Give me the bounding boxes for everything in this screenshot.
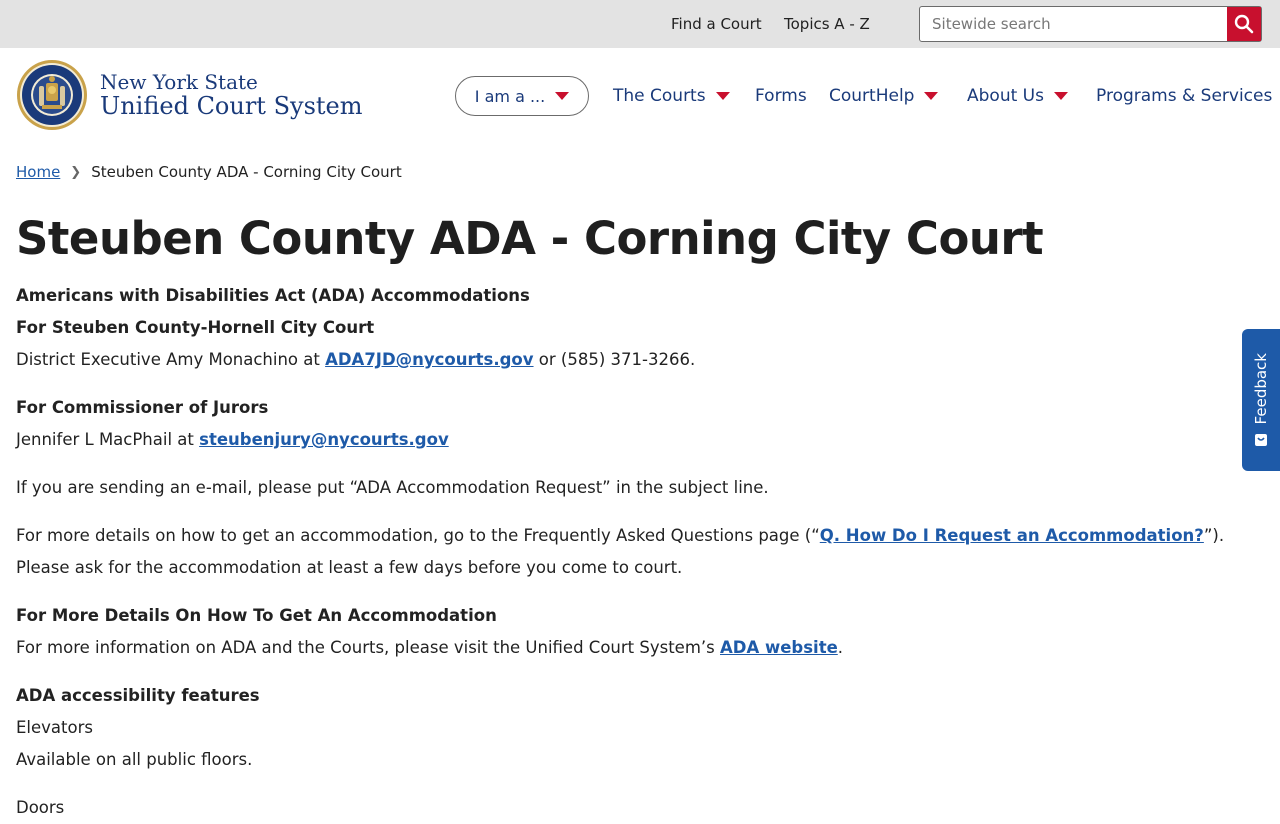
steubenjury-email-link[interactable]: steubenjury@nycourts.gov [199,430,449,449]
topics-a-z-link[interactable]: Topics A - Z [784,15,870,33]
district-executive-line [16,344,1264,376]
i-am-a-label: I am a ... [474,86,546,106]
nav-forms[interactable] [755,86,807,106]
faq-paragraph [16,520,1264,584]
logo-system-name: Unified Court System [100,92,363,120]
elevators-label: Elevators [16,718,93,737]
feedback-tab[interactable] [1242,329,1280,471]
nav-the-courts-label: The Courts [613,86,706,106]
page-title: Steuben County ADA - Corning City Court [16,212,1044,265]
i-am-a-dropdown[interactable] [455,76,589,116]
ada7jd-email-link[interactable]: ADA7JD@nycourts.gov [325,350,534,369]
jurors-line [16,424,1264,456]
main-content [16,280,1264,824]
next-heading: Doors [16,798,65,817]
ada-website-link[interactable]: ADA website [720,638,838,657]
utility-bar [0,0,1280,48]
search-input[interactable] [920,7,1228,41]
breadcrumb [16,163,402,181]
heading-jurors: For Commissioner of Jurors [16,398,269,417]
chevron-down-icon [716,92,730,100]
district-executive-phone: or (585) 371-3266. [533,350,696,369]
logo-state-name: New York State [100,70,258,94]
state-seal-icon [16,59,88,131]
breadcrumb-home-link[interactable]: Home [16,163,61,181]
nav-about-us-label: About Us [967,86,1044,106]
heading-hornell: For Steuben County-Hornell City Court [16,318,375,337]
feedback-icon [1254,433,1268,447]
nav-about-us[interactable] [967,86,1068,106]
heading-more-details: For More Details On How To Get An Accommodation [16,606,497,625]
chevron-down-icon [555,92,569,100]
nav-courthelp[interactable] [829,86,938,106]
search-button[interactable] [1227,7,1261,41]
jurors-text: Jennifer L MacPhail at [16,430,200,449]
faq-text-post: ”). Please ask for the accommodation at least a few days before you come to court. [16,526,1225,577]
faq-text-pre: For more details on how to get an accommodation, go to the Frequently Asked Questions page (“ [16,526,820,545]
search-icon [1234,14,1254,34]
heading-ada-accommodations: Americans with Disabilities Act (ADA) Accommodations [16,286,530,305]
breadcrumb-current: Steuben County ADA - Corning City Court [91,163,402,181]
elevators-description: Available on all public floors. [16,750,253,769]
nav-forms-label: Forms [755,86,807,106]
heading-accessibility-features: ADA accessibility features [16,686,260,705]
nav-programs-services[interactable] [1096,86,1272,106]
details-text-post: . [837,638,844,657]
nav-courthelp-label: CourtHelp [829,86,915,106]
details-paragraph [16,632,1264,664]
details-text-pre: For more information on ADA and the Courts, please visit the Unified Court System’s [16,638,720,657]
district-executive-text: District Executive Amy Monachino at [16,350,326,369]
find-a-court-link[interactable]: Find a Court [671,15,762,33]
chevron-down-icon [924,92,938,100]
nav-programs-label: Programs & Services [1096,86,1273,106]
chevron-right-icon: ❯ [70,164,82,180]
nav-the-courts[interactable] [613,86,730,106]
faq-request-accommodation-link[interactable]: Q. How Do I Request an Accommodation? [819,526,1204,545]
feedback-label: Feedback [1252,353,1270,425]
chevron-down-icon [1054,92,1068,100]
sitewide-search [919,6,1262,42]
email-note: If you are sending an e-mail, please put “ADA Accommodation Request” in the subject line. [16,478,769,497]
